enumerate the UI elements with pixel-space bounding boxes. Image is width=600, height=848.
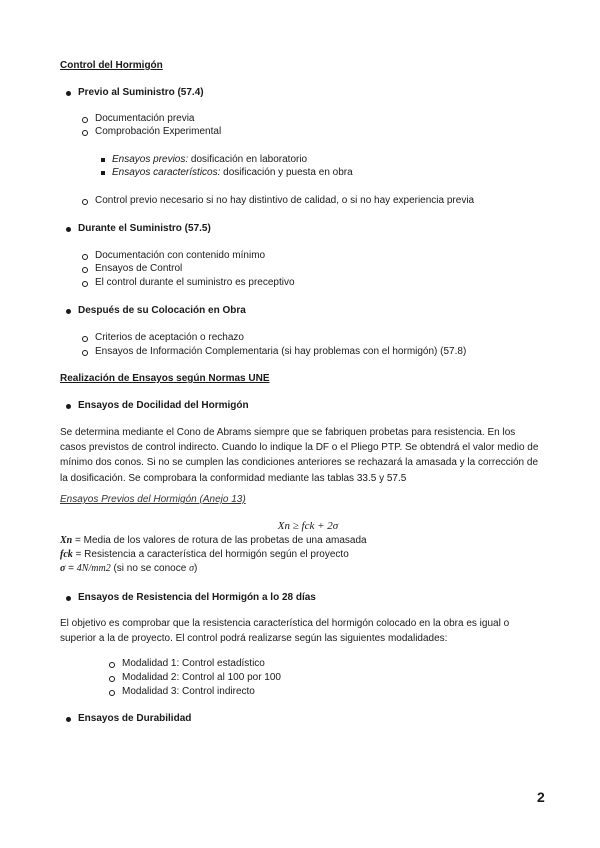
bullet-ring — [82, 254, 88, 260]
bullet-square — [101, 158, 105, 162]
sub-list-item: Ensayos característicos: dosificación y puesta en obra — [112, 167, 353, 178]
formula: Xn ≥ fck + 2σ — [277, 520, 339, 532]
bullet-dot — [66, 596, 71, 601]
bullet-ring — [82, 281, 88, 287]
list-item: Modalidad 3: Control indirecto — [122, 686, 255, 697]
page-title: Control del Hormigón — [60, 60, 163, 71]
definition-sigma: σ = 4N/mm2 (si no se conoce σ) — [60, 563, 198, 574]
bullet-ring — [82, 336, 88, 342]
section-title-ensayos: Realización de Ensayos según Normas UNE — [60, 373, 270, 384]
list-item: El control durante el suministro es preceptivo — [95, 277, 295, 288]
sub-list-item: Ensayos previos: dosificación en laboratorio — [112, 154, 308, 165]
list-item: Ensayos de Control — [95, 263, 183, 274]
definition-xn: Xn = Media de los valores de rotura de las probetas de una amasada — [60, 535, 367, 546]
list-item: Ensayos de Información Complementaria (si hay problemas con el hormigón) (57.8) — [95, 346, 467, 357]
paragraph-resistencia: El objetivo es comprobar que la resistencia característica del hormigón colocado en la obra es igual o superior a la de proyecto. El control podrá realizarse según las siguientes modalidades: — [60, 618, 510, 645]
paragraph-docilidad: Se determina mediante el Cono de Abrams siempre que se fabriquen probetas para resistencia. En los casos previstos de control indirecto. Cuando lo indique la DF o el Pliego PTP. Se obtendrá el valor medio de mínimo dos conos. Si no se cumplen las condiciones anteriores se rechazará la amasada y la corrección de la dosificación. Se comprobara la conformidad mediante las tablas 33.5 y 57.5 — [60, 427, 539, 484]
section-heading-resistencia: Ensayos de Resistencia del Hormigón a lo 28 días — [78, 592, 316, 603]
bullet-dot — [66, 309, 71, 314]
link-anejo-13[interactable]: Ensayos Previos del Hormigón (Anejo 13) — [60, 494, 246, 505]
page-number: 2 — [537, 789, 545, 805]
section-heading-durabilidad: Ensayos de Durabilidad — [78, 713, 192, 724]
bullet-dot — [66, 227, 71, 232]
section-heading-despues: Después de su Colocación en Obra — [78, 305, 246, 316]
bullet-dot — [66, 91, 71, 96]
bullet-ring — [109, 676, 115, 682]
section-heading-durante: Durante el Suministro (57.5) — [78, 223, 211, 234]
bullet-ring — [82, 117, 88, 123]
bullet-ring — [109, 662, 115, 668]
bullet-square — [101, 171, 105, 175]
bullet-dot — [66, 717, 71, 722]
bullet-ring — [82, 350, 88, 356]
list-item: Documentación previa — [95, 113, 195, 124]
list-item: Documentación con contenido mínimo — [95, 250, 266, 261]
list-item: Control previo necesario si no hay distintivo de calidad, o si no hay experiencia previa — [95, 195, 475, 206]
list-item: Comprobación Experimental — [95, 126, 222, 137]
bullet-ring — [109, 690, 115, 696]
section-heading-docilidad: Ensayos de Docilidad del Hormigón — [78, 400, 249, 411]
bullet-dot — [66, 404, 71, 409]
definition-fck: fck = Resistencia a característica del hormigón según el proyecto — [60, 549, 349, 560]
list-item: Criterios de aceptación o rechazo — [95, 332, 244, 343]
list-item: Modalidad 1: Control estadístico — [122, 658, 265, 669]
bullet-ring — [82, 130, 88, 136]
list-item: Modalidad 2: Control al 100 por 100 — [122, 672, 281, 683]
section-heading-previo: Previo al Suministro (57.4) — [78, 87, 204, 98]
bullet-ring — [82, 199, 88, 205]
bullet-ring — [82, 267, 88, 273]
